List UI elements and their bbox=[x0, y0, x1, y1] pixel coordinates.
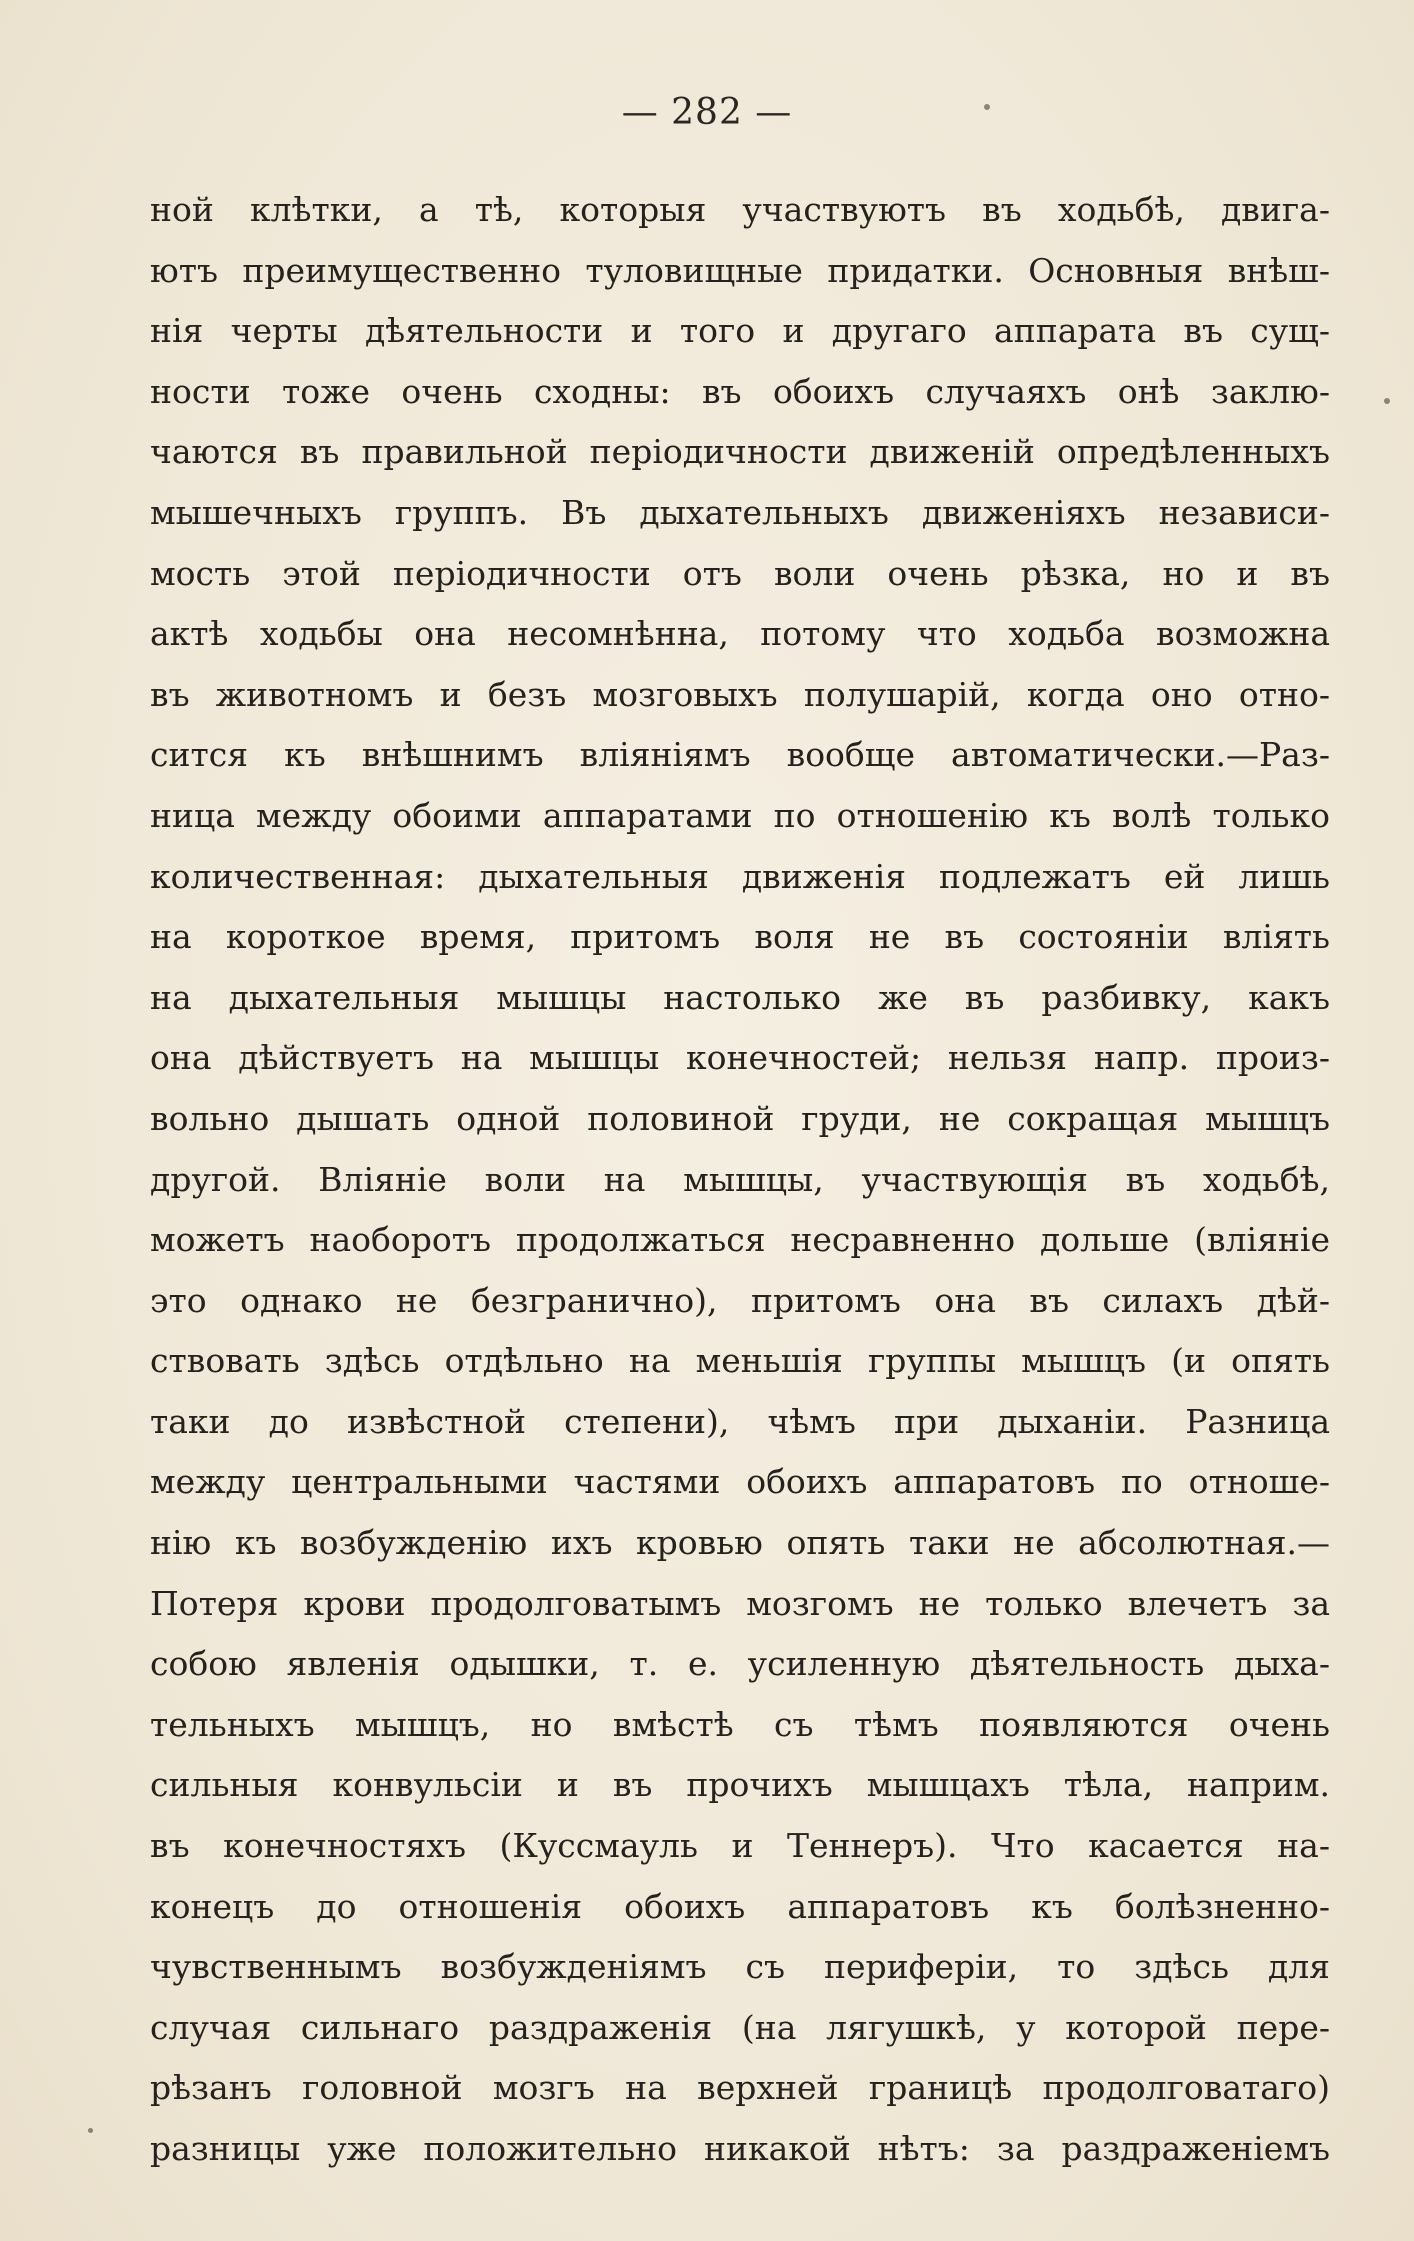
text-line: въ животномъ и безъ мозговыхъ полушарій, когда оно отно- bbox=[150, 674, 1330, 714]
text-line: ной клѣтки, а тѣ, которыя участвуютъ въ ходьбѣ, двига- bbox=[150, 190, 1330, 229]
text-line: ствовать здѣсь отдѣльно на меньшія группы мышцъ (и опять bbox=[150, 1341, 1330, 1381]
text-line: ница между обоими аппаратами по отношенію къ волѣ только bbox=[150, 795, 1330, 835]
page-number: — 282 — bbox=[621, 92, 793, 133]
print-speck bbox=[1384, 398, 1390, 404]
text-line: разницы уже положительно никакой нѣтъ: за раздраженіемъ bbox=[150, 2129, 1330, 2168]
text-line: сится къ внѣшнимъ вліяніямъ вообще автоматически.—Раз- bbox=[150, 735, 1330, 775]
text-line: ютъ преимущественно туловищные придатки. Основныя внѣш- bbox=[150, 250, 1330, 290]
text-line: мость этой періодичности отъ воли очень рѣзка, но и въ bbox=[150, 553, 1330, 593]
text-line: нія черты дѣятельности и того и другаго аппарата въ сущ- bbox=[150, 311, 1330, 351]
text-line: она дѣйствуетъ на мышцы конечностей; нельзя напр. произ- bbox=[150, 1038, 1330, 1078]
text-line: рѣзанъ головной мозгъ на верхней границѣ продолговатаго) bbox=[150, 2068, 1330, 2108]
body-text bbox=[150, 180, 1330, 2180]
text-line: конецъ до отношенія обоихъ аппаратовъ къ болѣзненно- bbox=[150, 1886, 1330, 1926]
text-line: ности тоже очень сходны: въ обоихъ случаяхъ онѣ заклю- bbox=[150, 371, 1330, 411]
text-line: нію къ возбужденію ихъ кровью опять таки не абсолютная.— bbox=[150, 1523, 1330, 1563]
text-line: другой. Вліяніе воли на мышцы, участвующія въ ходьбѣ, bbox=[150, 1159, 1330, 1199]
text-line: чувственнымъ возбужденіямъ съ периферіи, то здѣсь для bbox=[150, 1947, 1330, 1987]
text-line: количественная: дыхательныя движенія подлежатъ ей лишь bbox=[150, 856, 1330, 896]
text-line: въ конечностяхъ (Куссмауль и Теннеръ). Что касается на- bbox=[150, 1826, 1330, 1866]
text-line: вольно дышать одной половиной груди, не сокращая мышцъ bbox=[150, 1098, 1330, 1138]
print-speck bbox=[88, 2128, 93, 2133]
text-line: актѣ ходьбы она несомнѣнна, потому что ходьба возможна bbox=[150, 614, 1330, 654]
text-line: случая сильнаго раздраженія (на лягушкѣ, у которой пере- bbox=[150, 2007, 1330, 2047]
text-line: мышечныхъ группъ. Въ дыхательныхъ движеніяхъ независи- bbox=[150, 492, 1330, 532]
text-line: это однако не безгранично), притомъ она въ силахъ дѣй- bbox=[150, 1280, 1330, 1320]
text-line: таки до извѣстной степени), чѣмъ при дыханіи. Разница bbox=[150, 1401, 1330, 1441]
text-line: на короткое время, притомъ воля не въ состояніи вліять bbox=[150, 917, 1330, 957]
print-speck bbox=[984, 104, 990, 110]
text-line: собою явленія одышки, т. е. усиленную дѣятельность дыха- bbox=[150, 1644, 1330, 1684]
text-line: между центральными частями обоихъ аппаратовъ по отноше- bbox=[150, 1462, 1330, 1502]
text-line: сильныя конвульсіи и въ прочихъ мышцахъ тѣла, наприм. bbox=[150, 1765, 1330, 1805]
text-line: Потеря крови продолговатымъ мозгомъ не только влечетъ за bbox=[150, 1583, 1330, 1623]
text-line: на дыхательныя мышцы настолько же въ разбивку, какъ bbox=[150, 977, 1330, 1017]
text-line: можетъ наоборотъ продолжаться несравненно дольше (вліяніе bbox=[150, 1220, 1330, 1260]
text-line: тельныхъ мышцъ, но вмѣстѣ съ тѣмъ появляются очень bbox=[150, 1704, 1330, 1744]
text-line: чаются въ правильной періодичности движеній опредѣленныхъ bbox=[150, 432, 1330, 472]
